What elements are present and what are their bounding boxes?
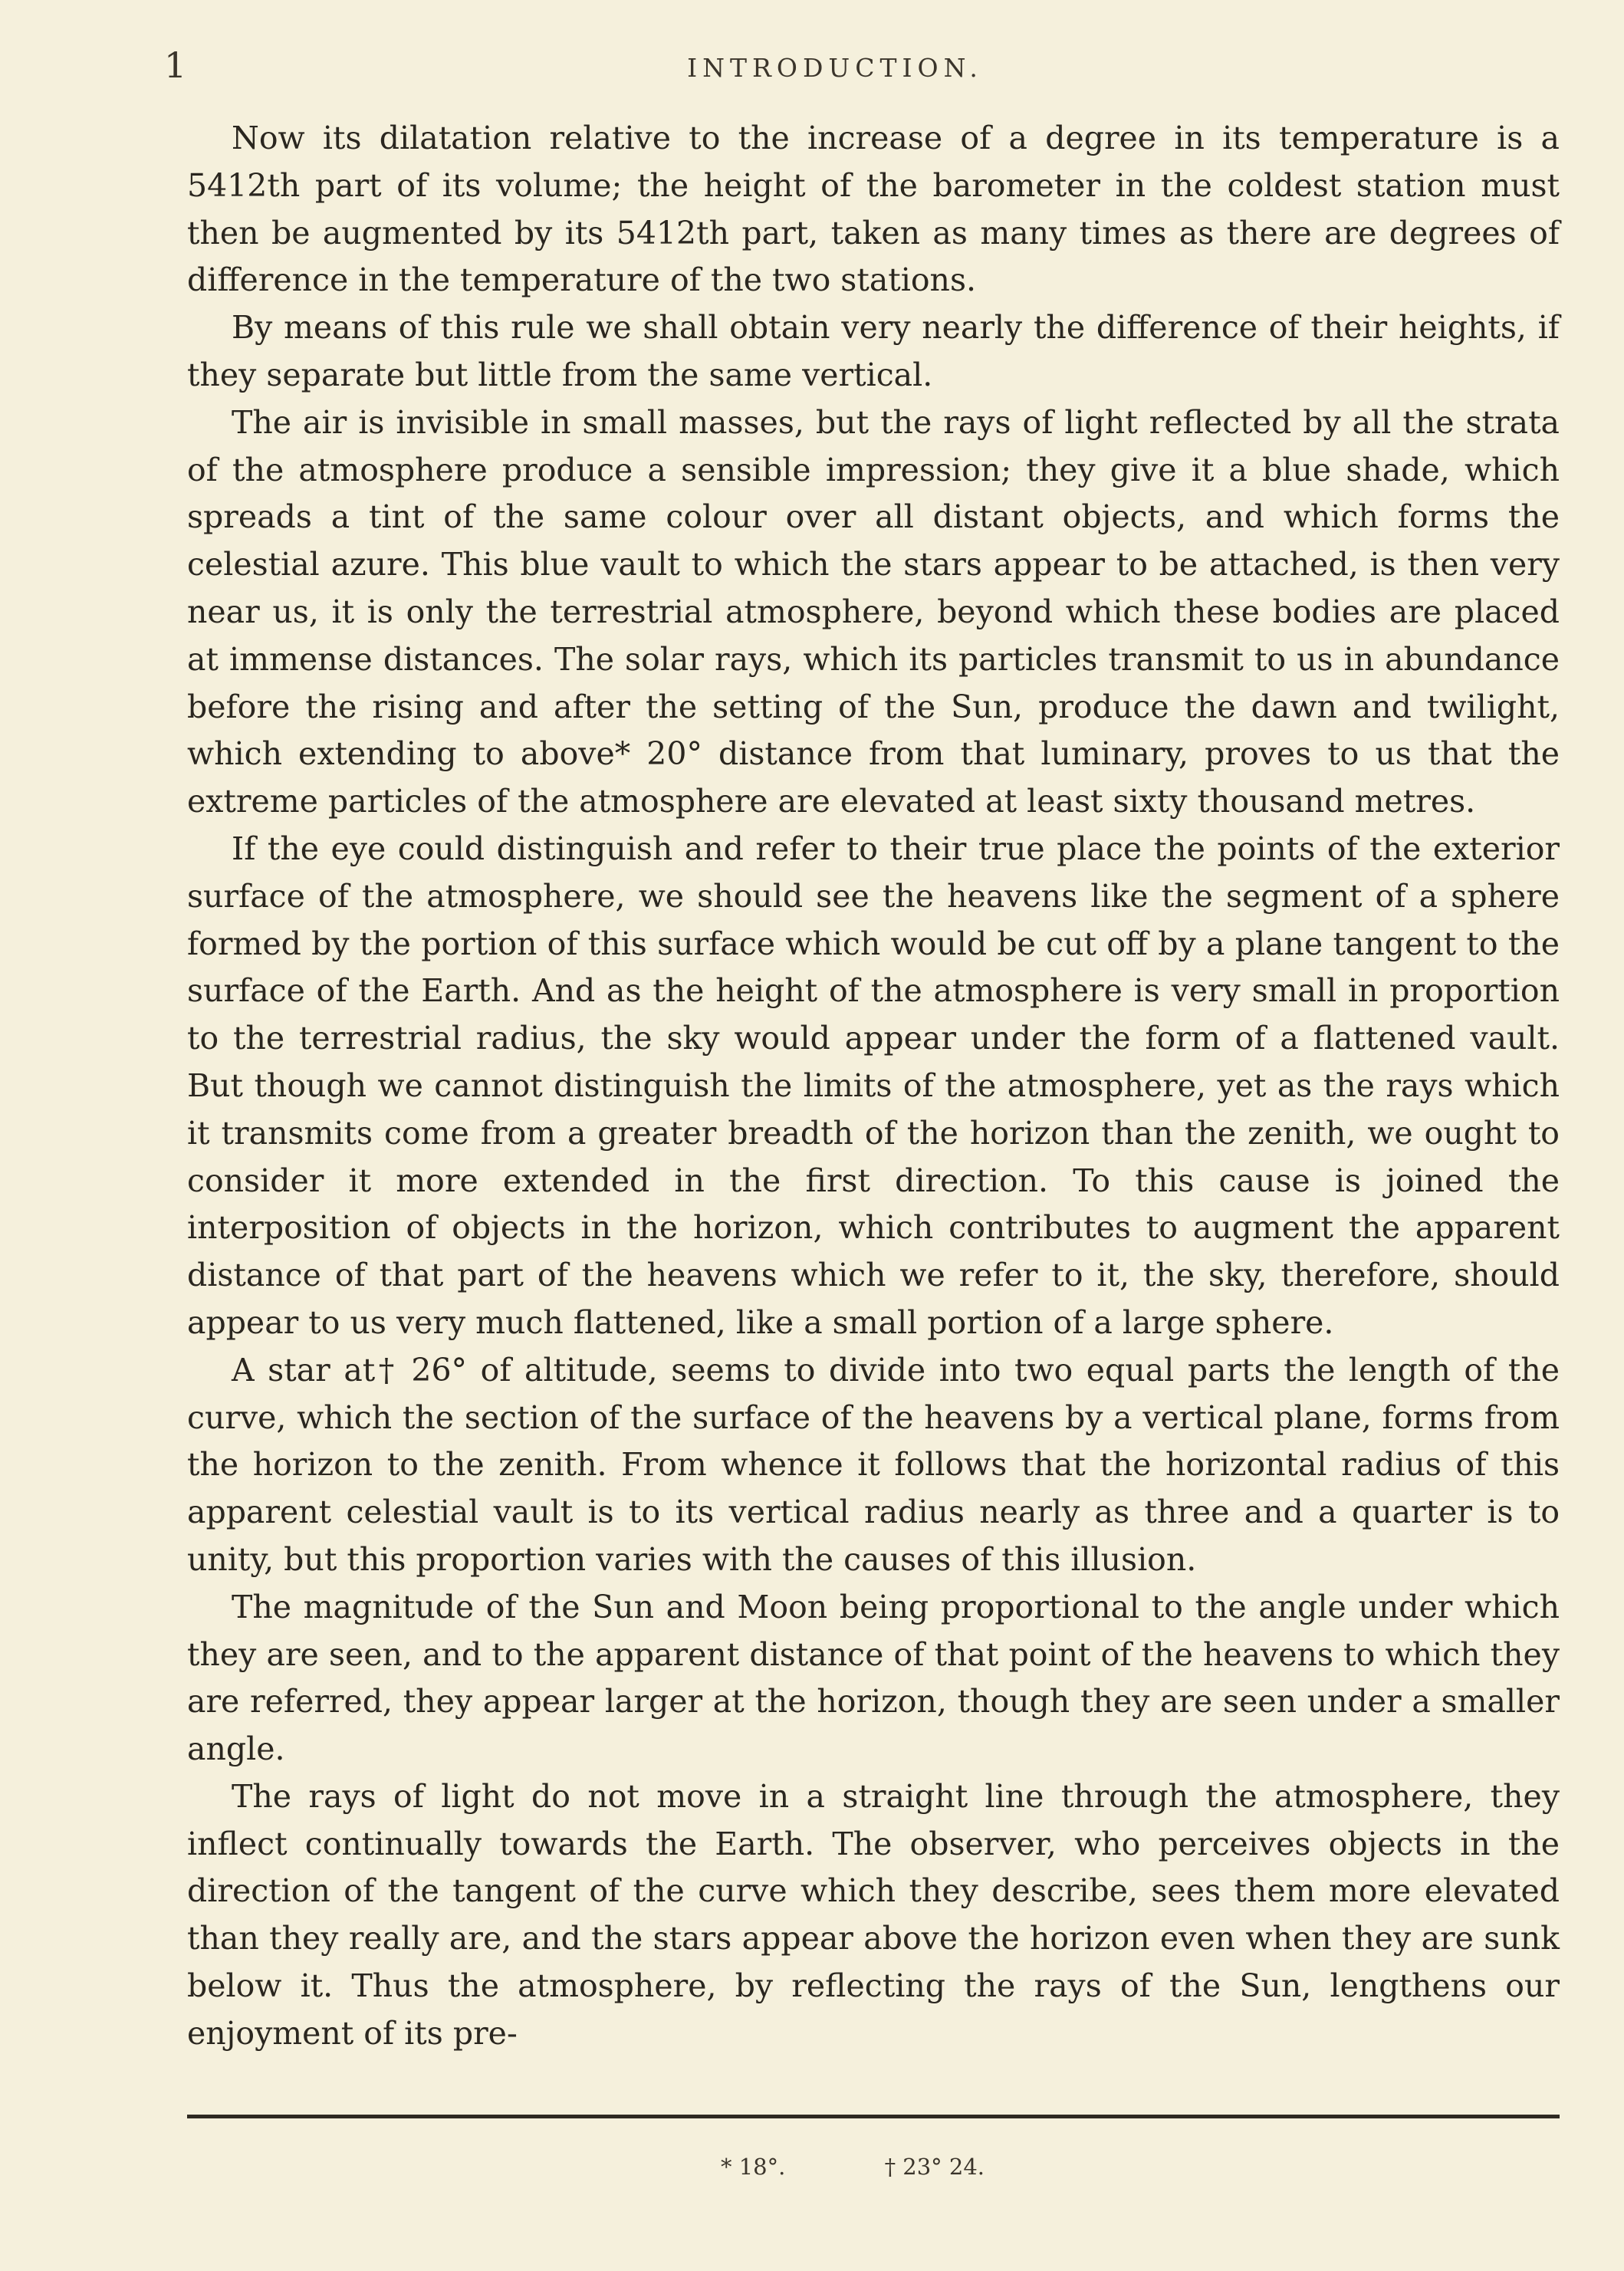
- page-number: 1: [164, 44, 187, 86]
- paragraph-2: By means of this rule we shall obtain very nearly the difference of their heights, if they separate but little from the same vertical.: [187, 309, 1560, 393]
- footnote-star: * 18°.: [721, 2154, 786, 2180]
- footnote-rule: [187, 2115, 1560, 2118]
- running-title: INTRODUCTION.: [687, 53, 983, 83]
- footnotes: [721, 2156, 1077, 2178]
- paragraph-6: The magnitude of the Sun and Moon being proportional to the angle under which they are seen, and to the apparent distance of that point of the heavens to which they are referred, they appear larger at the horizon, though they are seen under a smaller angle.: [187, 1588, 1560, 1768]
- paragraph-1: [187, 115, 1560, 304]
- paragraph-1-lead: Now its dilatation relative to the increase of a degree in its temperature is a 5412th: [187, 120, 1560, 204]
- paragraph-1-rest: part of its volume; the height of the barometer in the coldest station must then be augmented by its 5412th part, taken as many times as there are degrees of difference in the temperature of the two stations.: [187, 166, 1560, 299]
- body-text: [187, 115, 1560, 2058]
- footnote-dagger: † 23° 24.: [884, 2154, 985, 2180]
- paragraph-5: A star at† 26° of altitude, seems to divide into two equal parts the length of the curve, which the section of the surface of the heavens by a vertical plane, forms from the horizon to the zenith. From whence it follows that the horizontal radius of this apparent celestial vault is to its vertical radius nearly as three and a quarter is to unity, but this proportion varies with the causes of this illusion.: [187, 1351, 1560, 1578]
- paragraph-7: The rays of light do not move in a straight line through the atmosphere, they inflect continually towards the Earth. The observer, who perceives objects in the direction of the tangent of the curve which they describe, sees them more elevated than they really are, and the stars appear above the horizon even when they are sunk below it. Thus the atmosphere, by reflecting the rays of the Sun, lengthens our enjoyment of its pre-: [187, 1777, 1560, 2052]
- paragraph-3: The air is invisible in small masses, but the rays of light reflected by all the strata of the atmosphere produce a sensible impression; they give it a blue shade, which spreads a tint of the same colour over all distant objects, and which forms the celestial azure. This blue vault to which the stars appear to be attached, is then very near us, it is only the terrestrial atmosphere, beyond which these bodies are placed at immense distances. The solar rays, which its particles transmit to us in abundance before the rising and after the setting of the Sun, produce the dawn and twilight, which extending to above* 20° distance from that luminary, proves to us that the extreme particles of the atmosphere are elevated at least sixty thousand metres.: [187, 403, 1560, 820]
- paragraph-4: If the eye could distinguish and refer to their true place the points of the exterior surface of the atmosphere, we should see the heavens like the segment of a sphere formed by the portion of this surface which would be cut off by a plane tangent to the surface of the Earth. And as the height of the atmosphere is very small in proportion to the terrestrial radius, the sky would appear under the form of a flattened vault. But though we cannot distinguish the limits of the atmosphere, yet as the rays which it transmits come from a greater breadth of the horizon than the zenith, we ought to consider it more extended in the first direction. To this cause is joined the interposition of objects in the horizon, which contributes to augment the apparent distance of that part of the heavens which we refer to it, the sky, therefore, should appear to us very much flattened, like a small portion of a large sphere.: [187, 830, 1560, 1341]
